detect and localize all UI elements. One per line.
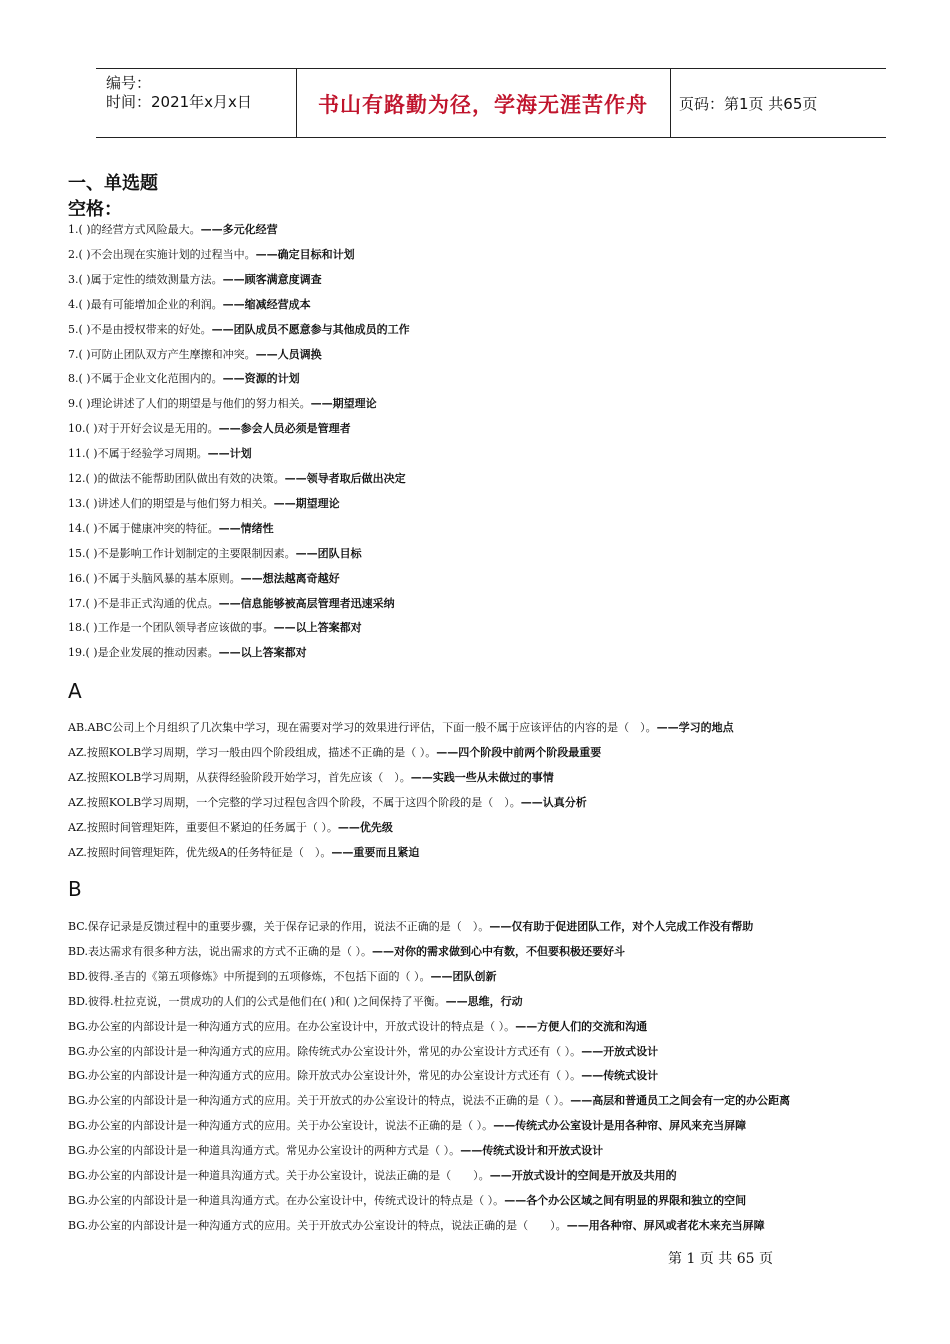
answer-text: ——高层和普通员工之间会有一定的办公距离 [570, 1094, 791, 1108]
list-item [68, 1119, 746, 1133]
list-item [68, 995, 523, 1009]
answer-text: ——团队目标 [295, 546, 362, 560]
section-heading: 一、单选题 [68, 173, 158, 194]
time-label: 时间：2021年x月x日 [106, 93, 252, 111]
page-info: 页码：第1页 共65页 [679, 95, 818, 113]
question-text: AZ.按照KOLB学习周期，学习一般由四个阶段组成，描述不正确的是（ ）。 [68, 746, 437, 759]
subheading: 空格： [68, 199, 122, 220]
answer-text: ——各个办公区域之间有明显的界限和独立的空间 [504, 1193, 747, 1207]
list-item [68, 646, 307, 660]
question-text: 10.( )对于开好会议是无用的。 [68, 422, 219, 436]
header-page-cell [671, 69, 886, 137]
question-text: BG.办公室的内部设计是一种沟通方式的应用。在办公室设计中，开放式设计的特点是（ ）。 [68, 1019, 516, 1033]
answer-text: ——优先级 [337, 821, 393, 834]
answer-text: ——用各种帘、屏风或者花木来充当屏障 [566, 1218, 765, 1232]
question-text: BG.办公室的内部设计是一种道具沟通方式。在办公室设计中，传统式设计的特点是（ ）。 [68, 1193, 505, 1207]
question-text: BG.办公室的内部设计是一种沟通方式的应用。关于办公室设计，说法不正确的是（ ）。 [68, 1119, 494, 1133]
answer-text: ——传统式设计和开放式设计 [460, 1144, 604, 1158]
answer-text: ——想法越离奇越好 [240, 571, 340, 585]
list-item [68, 1020, 647, 1034]
answer-text: ——以上答案都对 [273, 621, 362, 635]
answer-text: ——确定目标和计划 [255, 247, 355, 261]
question-text: BG.办公室的内部设计是一种沟通方式的应用。关于开放式的办公室设计的特点，说法不正确的是（ ）。 [68, 1094, 571, 1108]
list-item [68, 746, 601, 760]
list-item [68, 796, 587, 810]
question-text: 7.( )可防止团队双方产生摩擦和冲突。 [68, 347, 256, 361]
answer-text: ——期望理论 [273, 496, 340, 510]
answer-text: ——参会人员必须是管理者 [218, 422, 351, 436]
answer-text: ——计划 [207, 447, 252, 461]
answer-text: ——资源的计划 [222, 372, 300, 386]
list-item [68, 372, 300, 386]
list-item [68, 721, 734, 735]
answer-text: ——以上答案都对 [218, 646, 307, 660]
answer-text: ——多元化经营 [200, 223, 278, 236]
header-motto-cell [296, 69, 671, 137]
question-text: 19.( )是企业发展的推动因素。 [68, 646, 219, 660]
question-text: 1.( )的经营方式风险最大。 [68, 223, 201, 236]
answer-text: ——信息能够被高层管理者迅速采纳 [218, 596, 395, 610]
answer-text: ——思维，行动 [445, 994, 523, 1008]
answer-text: ——开放式设计 [581, 1044, 659, 1058]
answer-text: ——领导者取后做出决定 [284, 472, 406, 485]
list-item [68, 920, 753, 934]
list-item [68, 821, 393, 835]
question-text: 17.( )不是非正式沟通的优点。 [68, 596, 219, 610]
question-text: BG.办公室的内部设计是一种道具沟通方式。常见办公室设计的两种方式是（ ）。 [68, 1144, 461, 1158]
list-item [68, 522, 274, 536]
answer-text: ——四个阶段中前两个阶段最重要 [436, 746, 602, 759]
list-item [68, 1219, 765, 1233]
answer-text: ——仅有助于促进团队工作，对个人完成工作没有帮助 [489, 920, 754, 933]
document-header [96, 68, 886, 138]
question-text: 8.( )不属于企业文化范围内的。 [68, 372, 223, 386]
list-item [68, 1144, 603, 1158]
number-label: 编号： [106, 74, 152, 92]
answer-text: ——重要而且紧迫 [331, 846, 420, 859]
question-text: 18.( )工作是一个团队领导者应该做的事。 [68, 621, 274, 635]
question-text: 9.( )理论讲述了人们的期望是与他们的努力相关。 [68, 397, 311, 411]
list-item [68, 323, 410, 337]
question-text: BC.保存记录是反馈过程中的重要步骤，关于保存记录的作用，说法不正确的是（ ）。 [68, 920, 490, 933]
answer-text: ——开放式设计的空间是开放及共用的 [489, 1169, 677, 1182]
question-text: 2.( )不会出现在实施计划的过程当中。 [68, 247, 256, 261]
question-text: AB.ABC公司上个月组织了几次集中学习，现在需要对学习的效果进行评估，下面一般不属于应该评估的内容的是（ ）。 [68, 721, 657, 734]
list-item [68, 1069, 658, 1083]
question-text: AZ.按照时间管理矩阵，优先级A的任务特征是（ ）。 [68, 846, 332, 859]
list-item [68, 298, 311, 312]
answer-text: ——实践一些从未做过的事情 [410, 771, 554, 784]
answer-text: ——情绪性 [218, 521, 274, 535]
list-item [68, 945, 625, 959]
question-text: 12.( )的做法不能帮助团队做出有效的决策。 [68, 472, 285, 485]
question-text: 5.( )不是由授权带来的好处。 [68, 322, 212, 336]
question-text: AZ.按照时间管理矩阵，重要但不紧迫的任务属于（ ）。 [68, 821, 338, 834]
list-item [68, 970, 497, 984]
answer-text: ——团队成员不愿意参与其他成员的工作 [211, 322, 410, 336]
answer-text: ——人员调换 [255, 347, 322, 361]
list-item [68, 447, 252, 461]
question-text: AZ.按照KOLB学习周期，从获得经验阶段开始学习，首先应该（ ）。 [68, 771, 411, 784]
answer-text: ——学习的地点 [656, 721, 734, 734]
list-item [68, 572, 340, 586]
question-text: BD.彼得.杜拉克说，一贯成功的人们的公式是他们在( )和( )之间保持了平衡。 [68, 994, 446, 1008]
list-item [68, 422, 351, 436]
answer-text: ——缩减经营成本 [222, 297, 311, 311]
answer-text: ——传统式设计 [581, 1069, 659, 1083]
question-text: BG.办公室的内部设计是一种沟通方式的应用。除传统式办公室设计外，常见的办公室设计方式还有（ ）。 [68, 1044, 582, 1058]
list-item [68, 846, 419, 860]
question-text: BG.办公室的内部设计是一种沟通方式的应用。除开放式办公室设计外，常见的办公室设计方式还有（ ）。 [68, 1069, 582, 1083]
section-letter-a: A [68, 679, 82, 703]
header-meta-cell [96, 69, 297, 137]
list-item [68, 497, 340, 511]
question-text: BD.彼得.圣吉的《第五项修炼》中所提到的五项修炼，不包括下面的（ ）。 [68, 969, 431, 983]
list-item [68, 547, 362, 561]
list-item [68, 273, 322, 287]
question-text: 16.( )不属于头脑风暴的基本原则。 [68, 571, 241, 585]
question-text: BD.表达需求有很多种方法，说出需求的方式不正确的是（ ）。 [68, 944, 373, 958]
answer-text: ——期望理论 [310, 397, 377, 411]
question-text: 14.( )不属于健康冲突的特征。 [68, 521, 219, 535]
question-text: AZ.按照KOLB学习周期，一个完整的学习过程包含四个阶段，不属于这四个阶段的是（ ）。 [68, 796, 521, 809]
list-item [68, 1169, 677, 1183]
answer-text: ——传统式办公室设计是用各种帘、屏风来充当屏障 [493, 1119, 747, 1133]
list-item [68, 223, 278, 237]
question-text: BG.办公室的内部设计是一种道具沟通方式。关于办公室设计，说法正确的是（ ）。 [68, 1169, 490, 1182]
question-text: 11.( )不属于经验学习周期。 [68, 447, 208, 461]
answer-text: ——对你的需求做到心中有数，不但要积极还要好斗 [372, 944, 626, 958]
list-item [68, 1094, 790, 1108]
list-item [68, 1194, 746, 1208]
list-item [68, 397, 377, 411]
list-item [68, 348, 322, 362]
question-text: 13.( )讲述人们的期望是与他们努力相关。 [68, 496, 274, 510]
answer-text: ——方便人们的交流和沟通 [515, 1019, 648, 1033]
question-text: 3.( )属于定性的绩效测量方法。 [68, 272, 223, 286]
list-item [68, 621, 362, 635]
question-text: BG.办公室的内部设计是一种沟通方式的应用。关于开放式办公室设计的特点，说法正确的是（ ）。 [68, 1218, 567, 1232]
answer-text: ——顾客满意度调查 [222, 272, 322, 286]
list-item [68, 597, 395, 611]
motto-text: 书山有路勤为径，学海无涯苦作舟 [318, 93, 648, 117]
list-item [68, 248, 355, 262]
section-letter-b: B [68, 877, 82, 901]
question-text: 4.( )最有可能增加企业的利润。 [68, 297, 223, 311]
question-text: 15.( )不是影响工作计划制定的主要限制因素。 [68, 546, 296, 560]
answer-text: ——团队创新 [430, 969, 497, 983]
page-footer: 第 1 页 共 65 页 [668, 1251, 773, 1267]
answer-text: ——认真分析 [520, 796, 587, 809]
list-item [68, 472, 406, 486]
list-item [68, 771, 554, 785]
list-item [68, 1045, 658, 1059]
